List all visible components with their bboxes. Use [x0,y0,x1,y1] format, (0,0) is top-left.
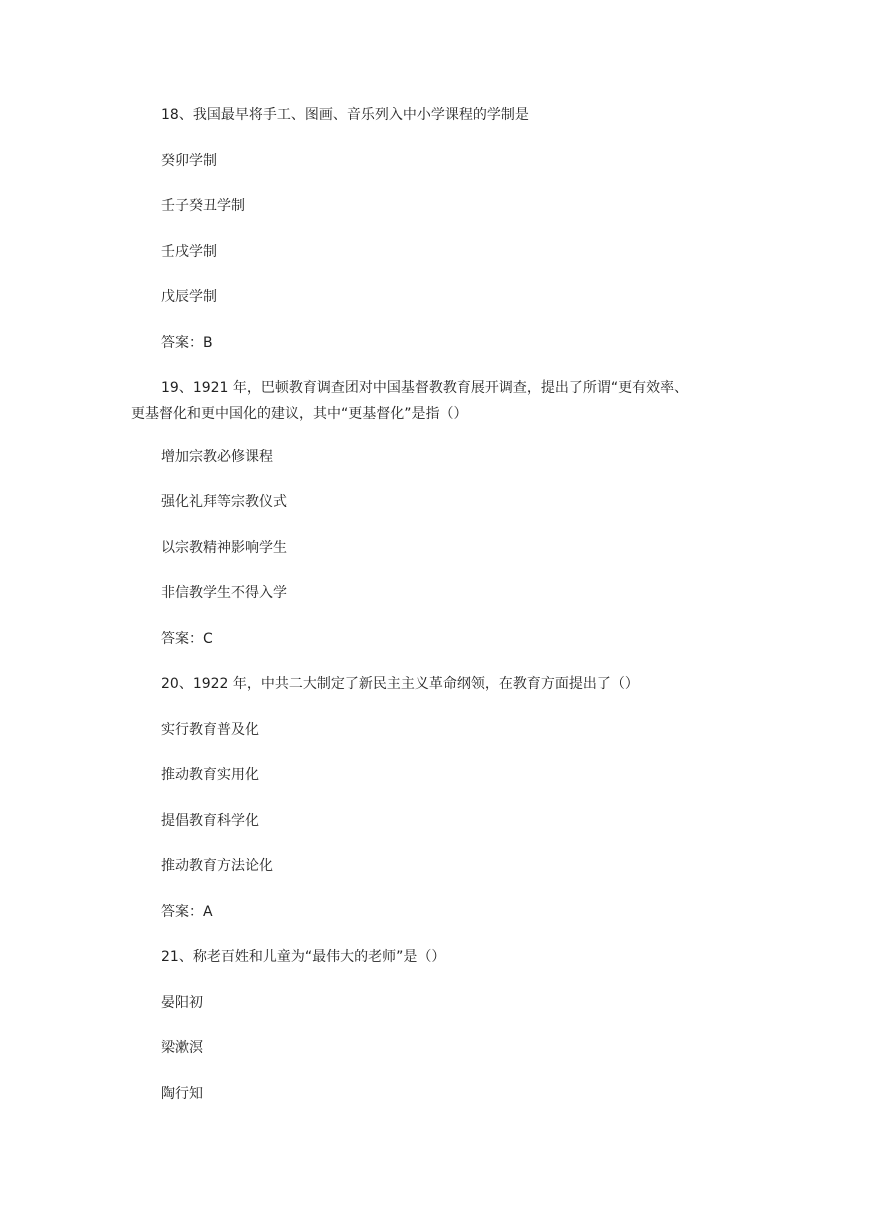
question-21-option-b: 梁漱溟 [161,1040,203,1056]
question-18-answer: 答案：B [161,335,213,351]
question-19-option-c: 以宗教精神影响学生 [161,540,287,556]
question-18-stem: 18、我国最早将手工、图画、音乐列入中小学课程的学制是 [161,107,529,123]
question-20-option-d: 推动教育方法论化 [161,858,273,874]
question-21-option-c: 陶行知 [161,1086,203,1102]
question-20-option-b: 推动教育实用化 [161,767,259,783]
question-20-option-a: 实行教育普及化 [161,722,259,738]
question-19-option-b: 强化礼拜等宗教仪式 [161,494,287,510]
question-19-stem-line1: 19、1921 年，巴顿教育调查团对中国基督教教育展开调查，提出了所谓“更有效率、 [161,380,689,396]
question-21-option-a: 晏阳初 [161,995,203,1011]
question-19-option-a: 增加宗教必修课程 [161,449,273,465]
question-18-option-b: 壬子癸丑学制 [161,198,245,214]
question-21-stem: 21、称老百姓和儿童为“最伟大的老师”是（） [161,949,446,965]
question-20-answer: 答案：A [161,904,213,920]
question-19-answer: 答案：C [161,631,213,647]
question-18-option-a: 癸卯学制 [161,153,217,169]
question-20-option-c: 提倡教育科学化 [161,813,259,829]
question-20-stem: 20、1922 年，中共二大制定了新民主主义革命纲领，在教育方面提出了（） [161,676,639,692]
question-19-stem-line2: 更基督化和更中国化的建议，其中“更基督化”是指（） [131,406,468,422]
question-18-option-c: 壬戌学制 [161,244,217,260]
question-19-option-d: 非信教学生不得入学 [161,585,287,601]
question-18-option-d: 戊辰学制 [161,289,217,305]
